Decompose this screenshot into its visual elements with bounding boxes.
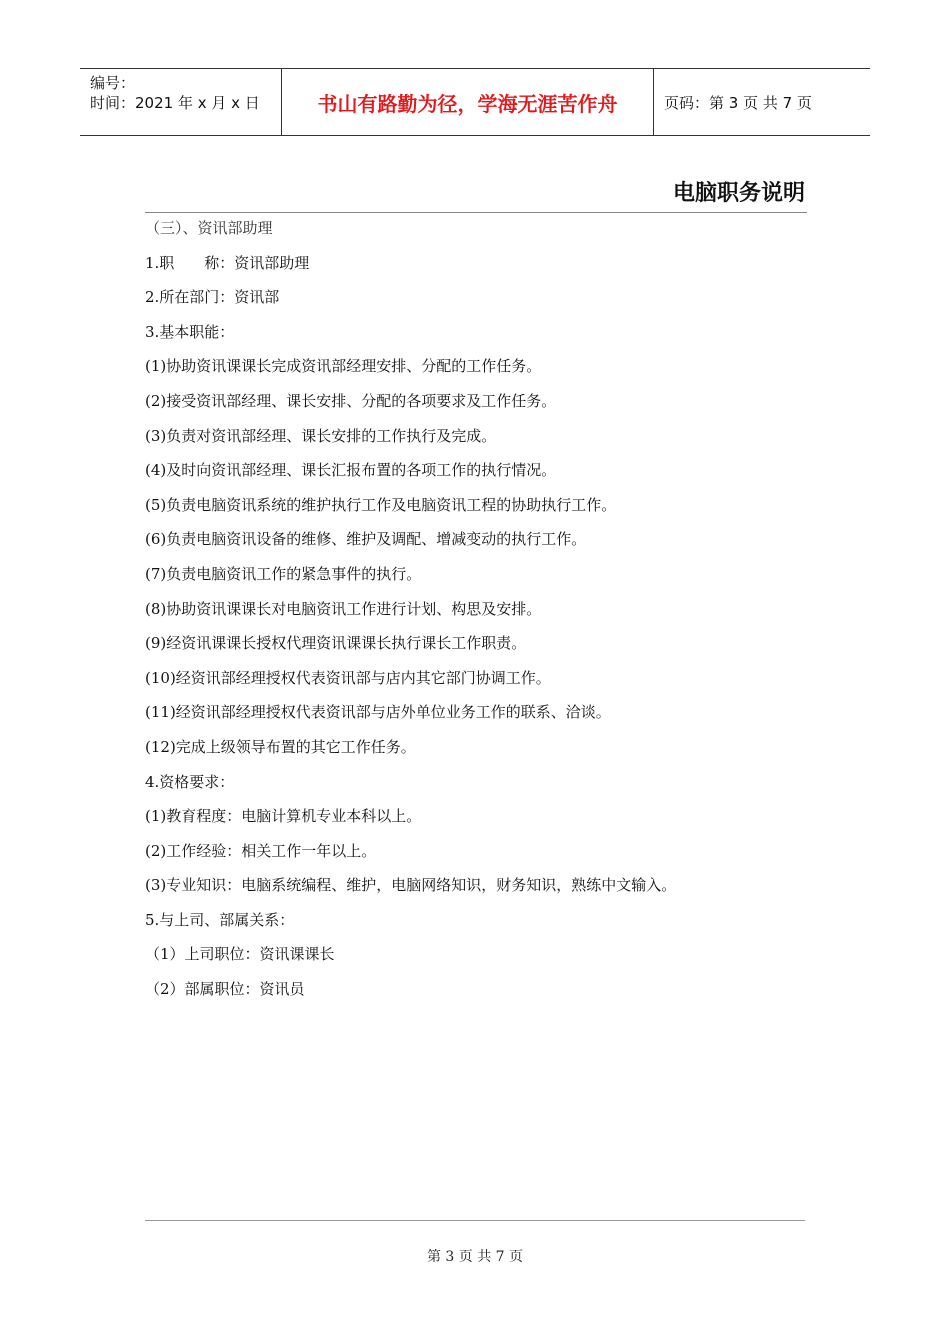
document-title: 电脑职务说明 bbox=[672, 181, 805, 206]
text-line: (5)负责电脑资讯系统的维护执行工作及电脑资讯工程的协助执行工作。 bbox=[145, 495, 617, 514]
text-line: (8)协助资讯课课长对电脑资讯工作进行计划、构思及安排。 bbox=[145, 599, 542, 618]
text-line: 4.资格要求： bbox=[145, 772, 235, 791]
number-label: 编号： bbox=[90, 74, 136, 92]
text-line: (12)完成上级领导布置的其它工作任务。 bbox=[145, 737, 416, 756]
text-line: (10)经资讯部经理授权代表资讯部与店内其它部门协调工作。 bbox=[145, 668, 551, 687]
text-line: (4)及时向资讯部经理、课长汇报布置的各项工作的执行情况。 bbox=[145, 461, 557, 480]
date-label: 时间：2021 年 x 月 x 日 bbox=[90, 94, 260, 112]
text-line: 2.所在部门：资讯部 bbox=[145, 288, 280, 307]
text-line: (6)负责电脑资讯设备的维修、维护及调配、增减变动的执行工作。 bbox=[145, 530, 587, 549]
text-line: (11)经资讯部经理授权代表资讯部与店外单位业务工作的联系、洽谈。 bbox=[145, 703, 611, 722]
text-line: (1)教育程度：电脑计算机专业本科以上。 bbox=[145, 807, 422, 826]
text-line: (1)协助资讯课课长完成资讯部经理安排、分配的工作任务。 bbox=[145, 357, 542, 376]
text-line: (2)接受资讯部经理、课长安排、分配的各项要求及工作任务。 bbox=[145, 391, 557, 410]
motto: 书山有路勤为径，学海无涯苦作舟 bbox=[282, 69, 654, 135]
page-footer: 第 3 页 共 7 页 bbox=[426, 1249, 524, 1265]
text-line: （2）部属职位：资讯员 bbox=[145, 980, 305, 999]
footer-divider bbox=[145, 1220, 805, 1221]
header-meta bbox=[80, 69, 282, 135]
text-line: (9)经资讯课课长授权代理资讯课课长执行课长工作职责。 bbox=[145, 634, 527, 653]
text-line: (2)工作经验：相关工作一年以上。 bbox=[145, 841, 377, 860]
page-info: 页码：第 3 页 共 7 页 bbox=[664, 93, 812, 112]
header-table bbox=[80, 68, 870, 136]
text-line: 3.基本职能： bbox=[145, 322, 235, 341]
text-line: (7)负责电脑资讯工作的紧急事件的执行。 bbox=[145, 564, 422, 583]
section-heading: （三）、资讯部助理 bbox=[145, 219, 273, 237]
title-divider bbox=[145, 212, 807, 213]
text-line: 5.与上司、部属关系： bbox=[145, 910, 295, 929]
text-line: (3)专业知识：电脑系统编程、维护，电脑网络知识，财务知识，熟练中文输入。 bbox=[145, 876, 677, 895]
text-line: 1.职 称：资讯部助理 bbox=[145, 253, 310, 272]
text-line: (3)负责对资讯部经理、课长安排的工作执行及完成。 bbox=[145, 426, 497, 445]
document-body bbox=[145, 217, 805, 1013]
text-line: （1）上司职位：资讯课课长 bbox=[145, 945, 335, 964]
